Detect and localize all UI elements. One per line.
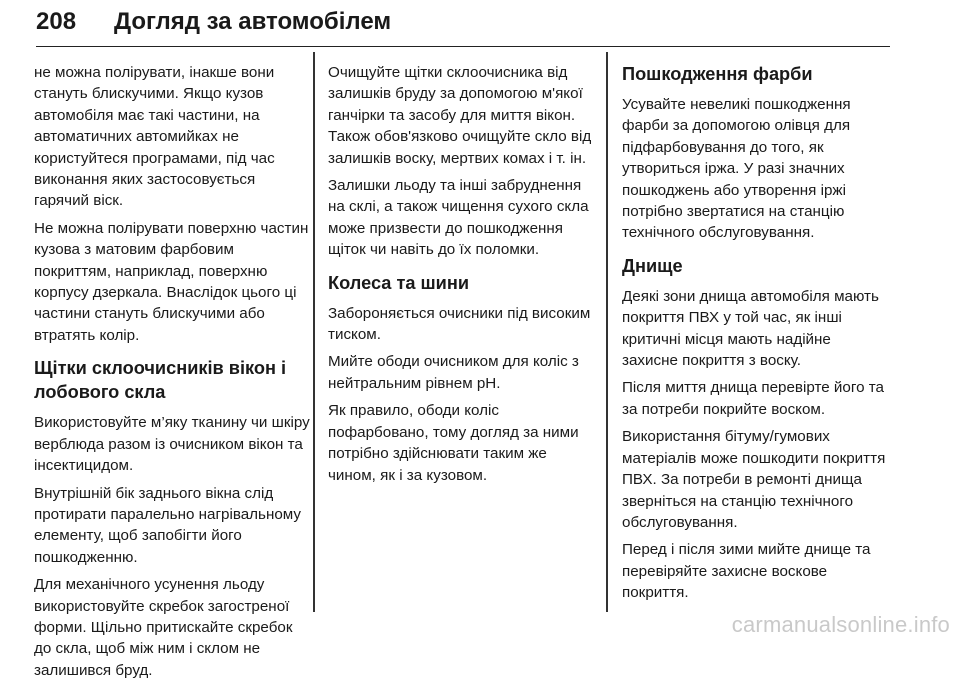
- page-header: [36, 4, 890, 47]
- paragraph: Перед і після зими мийте днище та перевіряйте захисне воскове покриття.: [622, 541, 871, 602]
- section-heading: Колеса та шини: [328, 272, 470, 293]
- paragraph: Усувайте невеликі пошкодження фарби за допомогою олівця для підфарбовування до того, як утвориться іржа. У разі значних пошкоджень або утворення іржі потрібно звертатися на станцію технічного обслуговування.: [622, 96, 851, 242]
- paragraph: Використання бітуму/гумових матеріалів може пошкодити покриття ПВХ. За потреби в ремонті днища зверніться на станцію технічного обслуговування.: [622, 428, 886, 531]
- paragraph: не можна полірувати, інакше вони стануть блискучими. Якщо кузов автомобіля має такі частини, на автоматичних автомийках не користуйтеся програмами, під час виконання яких застосовується гарячий віск.: [34, 64, 275, 210]
- section-heading: Днище: [622, 255, 683, 276]
- column-middle: [328, 62, 594, 612]
- paragraph: Внутрішній бік заднього вікна слід протирати паралельно нагрівальному елементу, щоб запобігти його пошкодженню.: [34, 484, 301, 566]
- column-divider: [313, 52, 315, 612]
- column-right: [622, 62, 890, 612]
- paragraph: Використовуйте м’яку тканину чи шкіру верблюда разом із очисником вікон та інсектицидом.: [34, 414, 310, 475]
- paragraph: Очищуйте щітки склоочисника від залишків бруду за допомогою м'якої ганчірки та засобу для миття вікон. Також обов'язково очищуйте скло від залишків воску, мертвих комах і т. ін.: [328, 64, 592, 167]
- page-number: 208: [36, 8, 77, 35]
- column-divider: [606, 52, 608, 612]
- column-left: [34, 62, 312, 679]
- watermark: carmanualsonline.info: [731, 612, 950, 637]
- section-heading: Пошкодження фарби: [622, 64, 813, 84]
- section-heading: Щітки склоочисників вікон і лобового скла: [34, 358, 287, 403]
- paragraph: Мийте ободи очисником для коліс з нейтральним рівнем pH.: [328, 353, 579, 392]
- page-title: Догляд за автомобілем: [114, 8, 392, 35]
- paragraph: Залишки льоду та інші забруднення на склі, а також чищення сухого скла може призвести до пошкодження щіток чи навіть до їх поломки.: [328, 177, 589, 259]
- paragraph: Після миття днища перевірте його та за потреби покрийте воском.: [622, 379, 884, 418]
- paragraph: Деякі зони днища автомобіля мають покриття ПВХ у той час, як інші критичні місця мають надійне захисне покриття з воску.: [622, 287, 879, 370]
- paragraph: Забороняється очисники під високим тиском.: [328, 304, 591, 344]
- paragraph: Не можна полірувати поверхню частин кузова з матовим фарбовим покриттям, наприклад, поверхню корпусу дзеркала. Внаслідок цього ці частини стануть блискучими або втратять колір.: [34, 219, 309, 344]
- paragraph: Як правило, ободи коліс пофарбовано, тому догляд за ними потрібно здійснювати таким же чином, як і за кузовом.: [328, 402, 579, 484]
- paragraph: Для механічного усунення льоду використовуйте скребок загостреної форми. Щільно притискайте скребок до скла, щоб між ним і склом не залишився бруд.: [34, 576, 293, 679]
